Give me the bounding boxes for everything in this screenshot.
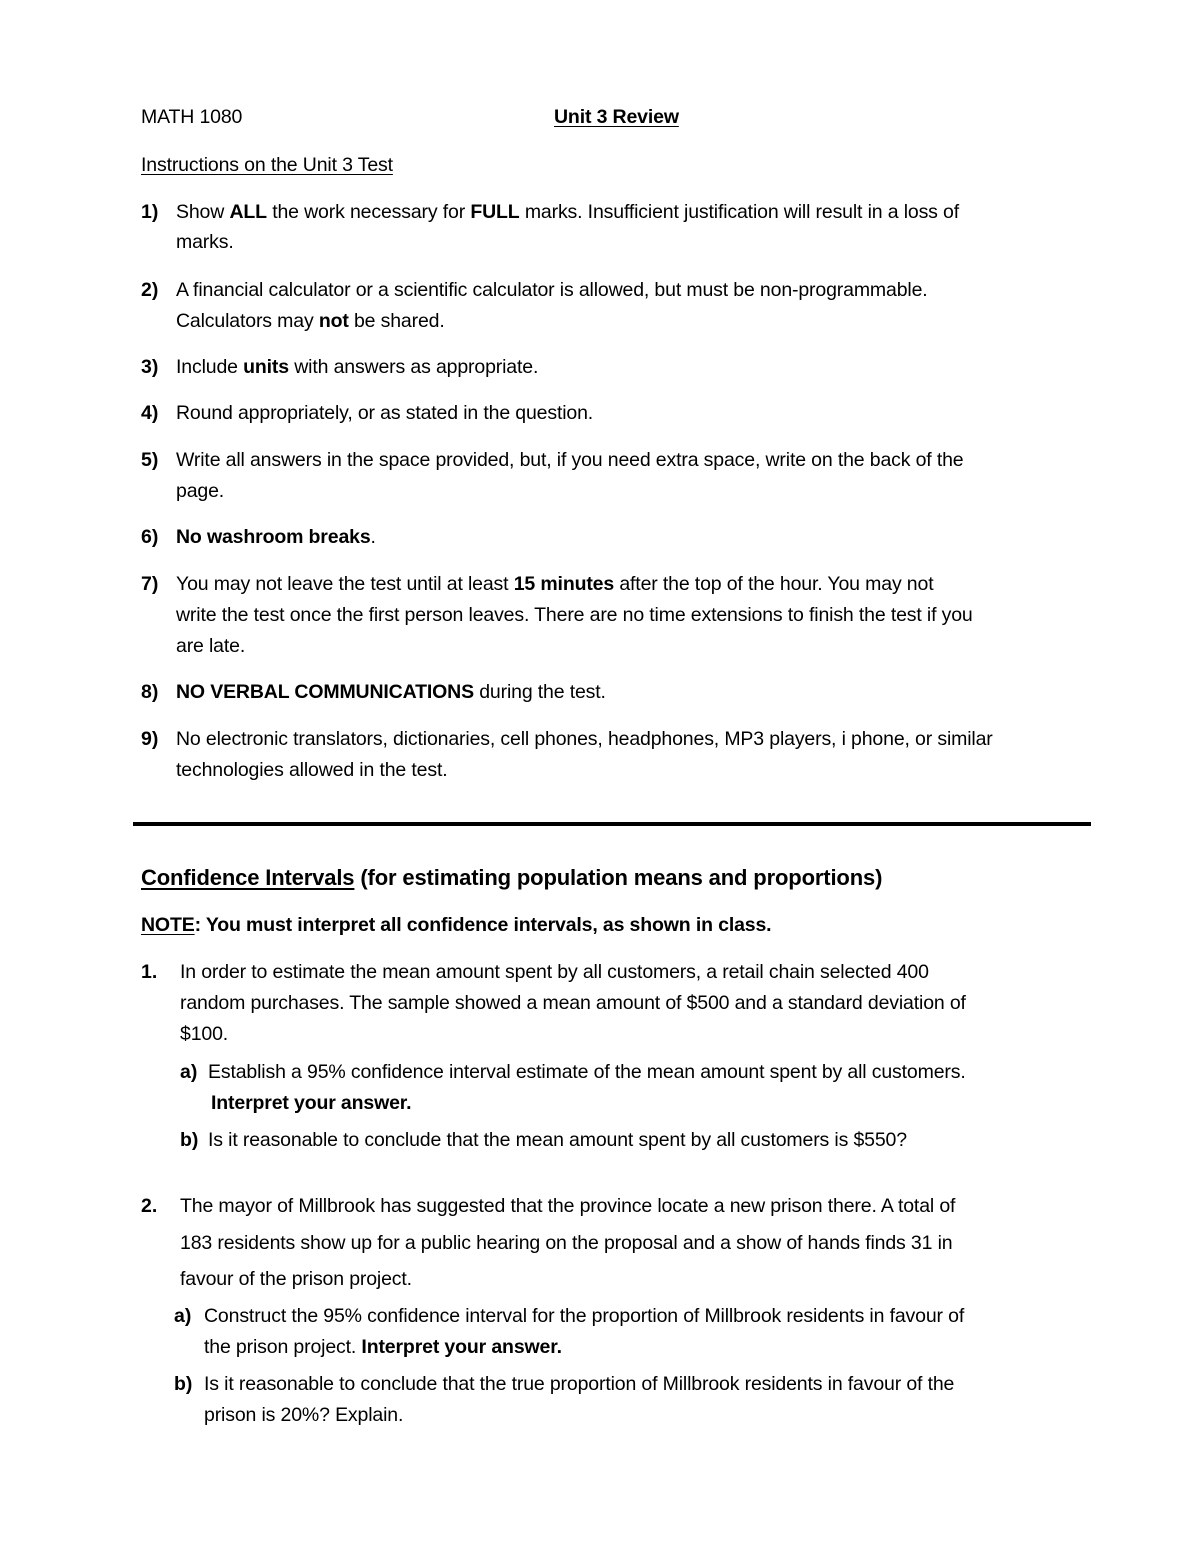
part-line <box>204 1400 403 1431</box>
instruction-number: 4) <box>141 402 159 424</box>
question-line: In order to estimate the mean amount spent by all customers, a retail chain selected 400 <box>180 961 929 983</box>
note-text: : You must interpret all confidence intervals, as shown in class. <box>194 914 772 936</box>
part-line <box>204 1332 562 1363</box>
bold-text: not <box>318 310 349 332</box>
instruction-number: 3) <box>141 356 159 378</box>
instruction-line <box>176 755 447 786</box>
bold-text: No washroom breaks <box>176 526 371 548</box>
text-run: Construct the 95% confidence interval for the proportion of Millbrook residents in favour of <box>204 1305 965 1327</box>
part-line <box>208 1125 907 1156</box>
bold-text: NO VERBAL COMMUNICATIONS <box>176 681 474 703</box>
text-run: write the test once the first person leaves. There are no time extensions to finish the test if you <box>176 604 973 626</box>
instruction-line <box>176 398 593 429</box>
instruction-line <box>176 677 606 708</box>
instruction-number: 9) <box>141 728 159 750</box>
text-run: Show <box>176 201 230 223</box>
text-run: marks. Insufficient justification will result in a loss of <box>519 201 960 223</box>
text-run: Is it reasonable to conclude that the true proportion of Millbrook residents in favour of the <box>204 1373 955 1395</box>
bold-text: units <box>243 356 289 378</box>
part-line <box>208 1057 966 1088</box>
text-run: prison is 20%? Explain. <box>204 1404 404 1426</box>
bold-text: 15 minutes <box>513 573 615 595</box>
instruction-line <box>176 275 928 306</box>
instruction-line <box>176 600 973 631</box>
text-run: Establish a 95% confidence interval estimate of the mean amount spent by all customers. <box>208 1061 966 1083</box>
text-run: the prison project. <box>204 1336 362 1358</box>
text-run: marks. <box>176 231 234 253</box>
text-run: You may not leave the test until at least <box>176 573 514 595</box>
bold-text: FULL <box>470 201 520 223</box>
text-run: after the top of the hour. You may not <box>614 573 934 595</box>
text-run: Calculators may <box>176 310 319 332</box>
instruction-line <box>176 445 964 476</box>
instruction-line <box>176 227 234 258</box>
instruction-line <box>176 476 224 507</box>
instruction-line <box>176 631 245 662</box>
question-line: 183 residents show up for a public hearing on the proposal and a show of hands finds 31 in <box>180 1232 953 1254</box>
instruction-number: 5) <box>141 449 159 471</box>
text-run: be shared. <box>348 310 445 332</box>
instruction-number: 8) <box>141 681 159 703</box>
instructions-heading: Instructions on the Unit 3 Test <box>141 154 393 176</box>
instruction-line <box>176 522 376 553</box>
instruction-line <box>176 306 445 337</box>
part-line <box>211 1088 411 1119</box>
section-divider <box>133 822 1091 826</box>
text-run: are late. <box>176 635 246 657</box>
instruction-line <box>176 197 959 228</box>
text-run: . <box>370 526 376 548</box>
question-line: favour of the prison project. <box>180 1268 412 1290</box>
section-heading <box>141 862 882 893</box>
question-line: random purchases. The sample showed a mean amount of $500 and a standard deviation of <box>180 992 966 1014</box>
text-run: Write all answers in the space provided, but, if you need extra space, write on the back of the <box>176 449 964 471</box>
text-run: Include <box>176 356 244 378</box>
section-subtitle: (for estimating population means and proportions) <box>354 865 883 890</box>
part-line <box>204 1301 964 1332</box>
text-run: A financial calculator or a scientific calculator is allowed, but must be non-programmable. <box>176 279 928 301</box>
text-run: technologies allowed in the test. <box>176 759 448 781</box>
page-title: Unit 3 Review <box>554 106 679 128</box>
text-run: Is it reasonable to conclude that the mean amount spent by all customers is $550? <box>208 1129 907 1151</box>
text-run: page. <box>176 480 225 502</box>
part-label: a) <box>174 1305 192 1327</box>
note-line <box>141 910 771 941</box>
instruction-number: 1) <box>141 201 159 223</box>
bold-text: Interpret your answer. <box>211 1092 412 1114</box>
text-run: No electronic translators, dictionaries, cell phones, headphones, MP3 players, i phone, or similar <box>176 728 993 750</box>
instruction-number: 6) <box>141 526 159 548</box>
question-line: $100. <box>180 1023 229 1045</box>
part-label: a) <box>180 1061 198 1083</box>
course-code: MATH 1080 <box>141 106 243 128</box>
instruction-line <box>176 352 538 383</box>
bold-text: ALL <box>229 201 267 223</box>
note-label: NOTE <box>141 914 195 936</box>
part-line <box>204 1369 954 1400</box>
text-run: during the test. <box>473 681 606 703</box>
bold-text: Interpret your answer. <box>361 1336 562 1358</box>
instruction-line <box>176 569 933 600</box>
question-number: 2. <box>141 1195 158 1217</box>
instruction-number: 2) <box>141 279 159 301</box>
part-label: b) <box>180 1129 199 1151</box>
section-title: Confidence Intervals <box>141 865 355 890</box>
instruction-number: 7) <box>141 573 159 595</box>
question-number: 1. <box>141 961 158 983</box>
text-run: Round appropriately, or as stated in the question. <box>176 402 594 424</box>
text-run: the work necessary for <box>266 201 471 223</box>
question-line: The mayor of Millbrook has suggested that the province locate a new prison there. A total of <box>180 1195 956 1217</box>
part-label: b) <box>174 1373 193 1395</box>
text-run: with answers as appropriate. <box>288 356 539 378</box>
instruction-line <box>176 724 993 755</box>
